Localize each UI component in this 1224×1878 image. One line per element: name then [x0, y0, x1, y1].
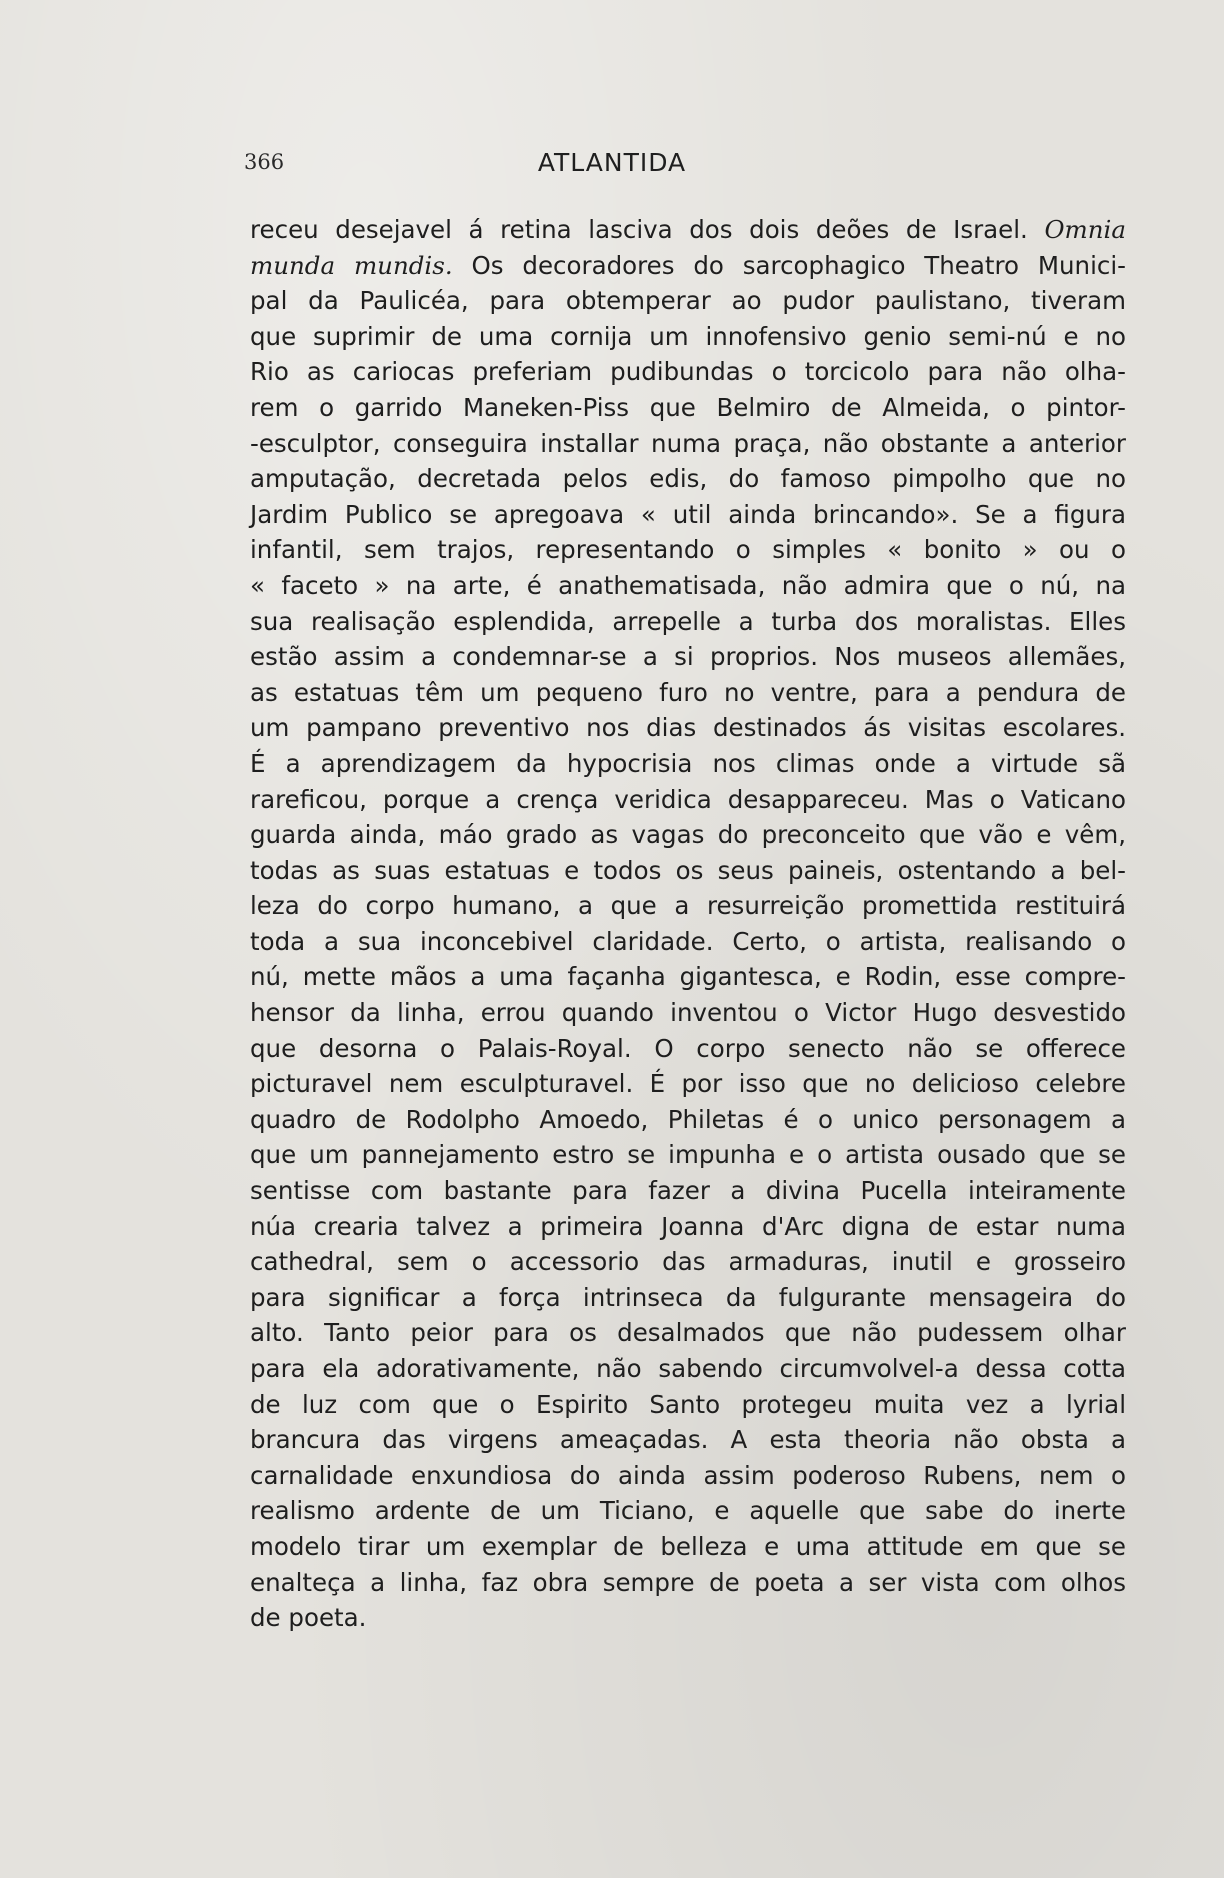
page-number: 366 [244, 150, 285, 174]
text-line: picturavel nem esculpturavel. É por isso que no delicioso celebre [250, 1069, 1126, 1099]
text-line: guarda ainda, máo grado as vagas do preconceito que vão e vêm, [250, 820, 1126, 850]
text-line: hensor da linha, errou quando inventou o Victor Hugo desvestido [250, 998, 1126, 1028]
text-line: brancura das virgens ameaçadas. A esta theoria não obsta a [250, 1425, 1126, 1455]
text-line: pal da Paulicéa, para obtemperar ao pudor paulistano, tiveram [250, 286, 1126, 316]
text-line: núa crearia talvez a primeira Joanna d'Arc digna de estar numa [250, 1211, 1126, 1241]
italic-phrase: munda mundis. [250, 250, 453, 280]
text-line: quadro de Rodolpho Amoedo, Philetas é o unico personagem a [250, 1104, 1126, 1134]
text-line: um pampano preventivo nos dias destinados ás visitas escolares. [250, 713, 1126, 743]
text-line: sentisse com bastante para fazer a divina Pucella inteiramente [250, 1176, 1126, 1206]
text-line: rareficou, porque a crença veridica desappareceu. Mas o Vaticano [250, 784, 1126, 814]
text-line: enalteça a linha, faz obra sempre de poeta a ser vista com olhos [250, 1567, 1126, 1597]
text-line: para significar a força intrinseca da fulgurante mensageira do [250, 1282, 1126, 1312]
text-line: É a aprendizagem da hypocrisia nos climas onde a virtude sã [250, 748, 1126, 778]
running-title: ATLANTIDA [537, 148, 687, 177]
text-line: -esculptor, conseguira installar numa praça, não obstante a anterior [250, 428, 1126, 458]
text-line: leza do corpo humano, a que a resurreição promettida restituirá [250, 891, 1126, 921]
text-line: que um pannejamento estro se impunha e o artista ousado que se [250, 1140, 1126, 1170]
text-line: as estatuas têm um pequeno furo no ventre, para a pendura de [250, 677, 1126, 707]
text-line: « faceto » na arte, é anathematisada, não admira que o nú, na [250, 570, 1126, 600]
text-line: infantil, sem trajos, representando o simples « bonito » ou o [250, 535, 1126, 565]
text-line: de luz com que o Espirito Santo protegeu muita vez a lyrial [250, 1389, 1126, 1419]
text-line: receu desejavel á retina lasciva dos dois deões de Israel. Omnia [250, 215, 1126, 244]
text-line: munda mundis. Os decoradores do sarcophagico Theatro Munici- [250, 250, 1126, 280]
text-line: de poeta. [250, 1603, 367, 1633]
text-line: Rio as cariocas preferiam pudibundas o torcicolo para não olha- [250, 357, 1126, 387]
text-line: que desorna o Palais-Royal. O corpo senecto não se offerece [250, 1033, 1126, 1063]
text-line: cathedral, sem o accessorio das armaduras, inutil e grosseiro [250, 1247, 1126, 1277]
body-paragraph [250, 212, 1126, 1636]
text-line: rem o garrido Maneken-Piss que Belmiro de Almeida, o pintor- [250, 392, 1126, 422]
text-line: toda a sua inconcebivel claridade. Certo, o artista, realisando o [250, 926, 1126, 956]
text-line: Jardim Publico se apregoava « util ainda brincando». Se a figura [250, 499, 1126, 529]
text-line: estão assim a condemnar-se a si proprios. Nos museos allemães, [250, 642, 1126, 672]
text-line: amputação, decretada pelos edis, do famoso pimpolho que no [250, 464, 1126, 494]
text-line: todas as suas estatuas e todos os seus paineis, ostentando a bel- [250, 855, 1126, 885]
text-line: sua realisação esplendida, arrepelle a turba dos moralistas. Elles [250, 606, 1126, 636]
text-line: alto. Tanto peior para os desalmados que não pudessem olhar [250, 1318, 1126, 1348]
text-line: que suprimir de uma cornija um innofensivo genio semi-nú e no [250, 321, 1126, 351]
text-line: nú, mette mãos a uma façanha gigantesca, e Rodin, esse compre- [250, 962, 1126, 992]
text-line: modelo tirar um exemplar de belleza e uma attitude em que se [250, 1531, 1126, 1561]
italic-phrase: Omnia [1044, 215, 1126, 244]
text-line: realismo ardente de um Ticiano, e aquelle que sabe do inerte [250, 1496, 1126, 1526]
text-line: carnalidade enxundiosa do ainda assim poderoso Rubens, nem o [250, 1460, 1126, 1490]
text-line: para ela adorativamente, não sabendo circumvolvel-a dessa cotta [250, 1354, 1126, 1383]
